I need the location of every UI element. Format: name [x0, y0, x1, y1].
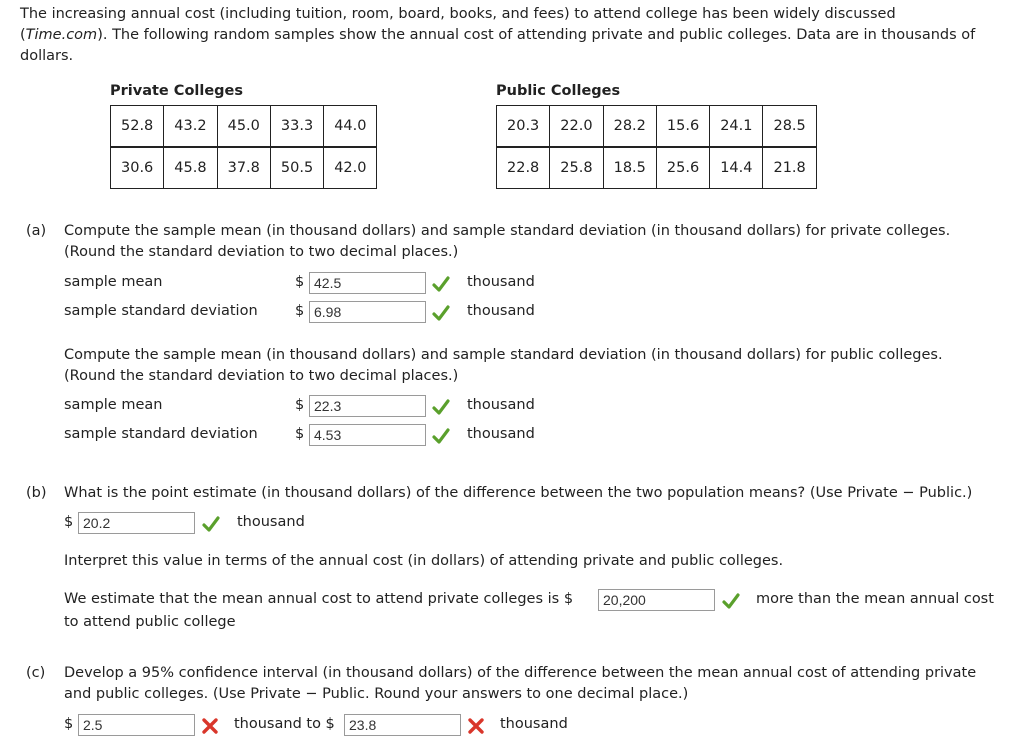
x-icon: [467, 717, 485, 735]
estimate-sentence-end: more than the mean annual cost: [756, 591, 994, 607]
table-cell: 45.8: [164, 148, 217, 189]
public-table-row-2: [496, 147, 817, 189]
unit-label: thousand: [467, 397, 535, 413]
check-icon: [432, 304, 450, 322]
check-icon: [432, 398, 450, 416]
part-a-label: (a): [26, 223, 47, 239]
unit-label: thousand: [467, 274, 535, 290]
table-cell: 25.8: [550, 148, 603, 189]
table-cell: 52.8: [111, 106, 164, 147]
part-a-question-1-line-1: Compute the sample mean (in thousand dollars) and sample standard deviation (in thousand dollars) for private colleges.: [64, 223, 951, 239]
dollar-sign: $: [295, 303, 305, 319]
dollar-estimate-input[interactable]: 20,200: [598, 589, 715, 611]
unit-label: thousand: [467, 426, 535, 442]
table-cell: 21.8: [763, 148, 816, 189]
check-icon: [202, 515, 220, 533]
private-mean-label: sample mean: [64, 274, 163, 290]
table-cell: 33.3: [270, 106, 323, 147]
private-mean-input[interactable]: 42.5: [309, 272, 426, 294]
public-sd-label: sample standard deviation: [64, 426, 258, 442]
intro-line-1: The increasing annual cost (including tuition, room, board, books, and fees) to attend college has been widely discussed: [20, 6, 896, 22]
table-cell: 45.0: [217, 106, 270, 147]
ci-upper-input[interactable]: 23.8: [344, 714, 461, 736]
part-a-question-1-line-2: (Round the standard deviation to two decimal places.): [64, 244, 459, 260]
table-cell: 22.0: [550, 106, 603, 147]
intro-line-3: dollars.: [20, 48, 74, 64]
table-cell: 44.0: [324, 106, 377, 147]
private-table-title: Private Colleges: [110, 83, 244, 99]
unit-label: thousand: [237, 514, 305, 530]
public-sd-input[interactable]: 4.53: [309, 424, 426, 446]
dollar-sign: $: [64, 514, 74, 530]
part-a-question-2-line-1: Compute the sample mean (in thousand dollars) and sample standard deviation (in thousand dollars) for public colleges.: [64, 347, 943, 363]
public-mean-label: sample mean: [64, 397, 163, 413]
table-cell: 25.6: [656, 148, 709, 189]
table-cell: 18.5: [603, 148, 656, 189]
table-cell: 20.3: [497, 106, 550, 147]
dollar-sign: $: [64, 716, 74, 732]
part-b-question: What is the point estimate (in thousand dollars) of the difference between the two population means? (Use Private − Public.): [64, 485, 973, 501]
table-cell: 42.0: [324, 148, 377, 189]
table-cell: 50.5: [270, 148, 323, 189]
table-cell: 28.5: [763, 106, 816, 147]
table-cell: 24.1: [710, 106, 763, 147]
check-icon: [722, 592, 740, 610]
check-icon: [432, 427, 450, 445]
part-c-question-line-2: and public colleges. (Use Private − Public. Round your answers to one decimal place.): [64, 686, 689, 702]
interpret-prompt: Interpret this value in terms of the annual cost (in dollars) of attending private and public colleges.: [64, 553, 784, 569]
intro-line-2-rest: . The following random samples show the annual cost of attending private and public colleges. Data are in thousands of: [102, 27, 976, 43]
unit-label: thousand: [467, 303, 535, 319]
source-name: Time.com: [25, 27, 98, 43]
estimate-sentence-start: We estimate that the mean annual cost to attend private colleges is $: [64, 591, 574, 607]
private-sd-input[interactable]: 6.98: [309, 301, 426, 323]
estimate-sentence-line-2: to attend public college: [64, 614, 236, 630]
private-table-row-1: [110, 105, 377, 147]
part-c-label: (c): [26, 665, 46, 681]
table-cell: 22.8: [497, 148, 550, 189]
part-c-question-line-1: Develop a 95% confidence interval (in thousand dollars) of the difference between the mean annual cost of attending private: [64, 665, 977, 681]
point-estimate-input[interactable]: 20.2: [78, 512, 195, 534]
dollar-sign: $: [295, 397, 305, 413]
table-cell: 30.6: [111, 148, 164, 189]
private-table-row-2: [110, 147, 377, 189]
ci-lower-input[interactable]: 2.5: [78, 714, 195, 736]
x-icon: [201, 717, 219, 735]
ci-mid-text: thousand to $: [234, 716, 335, 732]
intro-line-2: (Time.com). The following random samples show the annual cost of attending private and public colleges. Data are in thousands of: [20, 27, 976, 43]
part-a-question-2-line-2: (Round the standard deviation to two decimal places.): [64, 368, 459, 384]
private-sd-label: sample standard deviation: [64, 303, 258, 319]
table-cell: 15.6: [656, 106, 709, 147]
dollar-sign: $: [295, 274, 305, 290]
part-b-label: (b): [26, 485, 47, 501]
table-cell: 37.8: [217, 148, 270, 189]
unit-label: thousand: [500, 716, 568, 732]
public-table-row-1: [496, 105, 817, 147]
check-icon: [432, 275, 450, 293]
public-mean-input[interactable]: 22.3: [309, 395, 426, 417]
table-cell: 28.2: [603, 106, 656, 147]
table-cell: 14.4: [710, 148, 763, 189]
table-cell: 43.2: [164, 106, 217, 147]
dollar-sign: $: [295, 426, 305, 442]
public-table-title: Public Colleges: [496, 83, 621, 99]
